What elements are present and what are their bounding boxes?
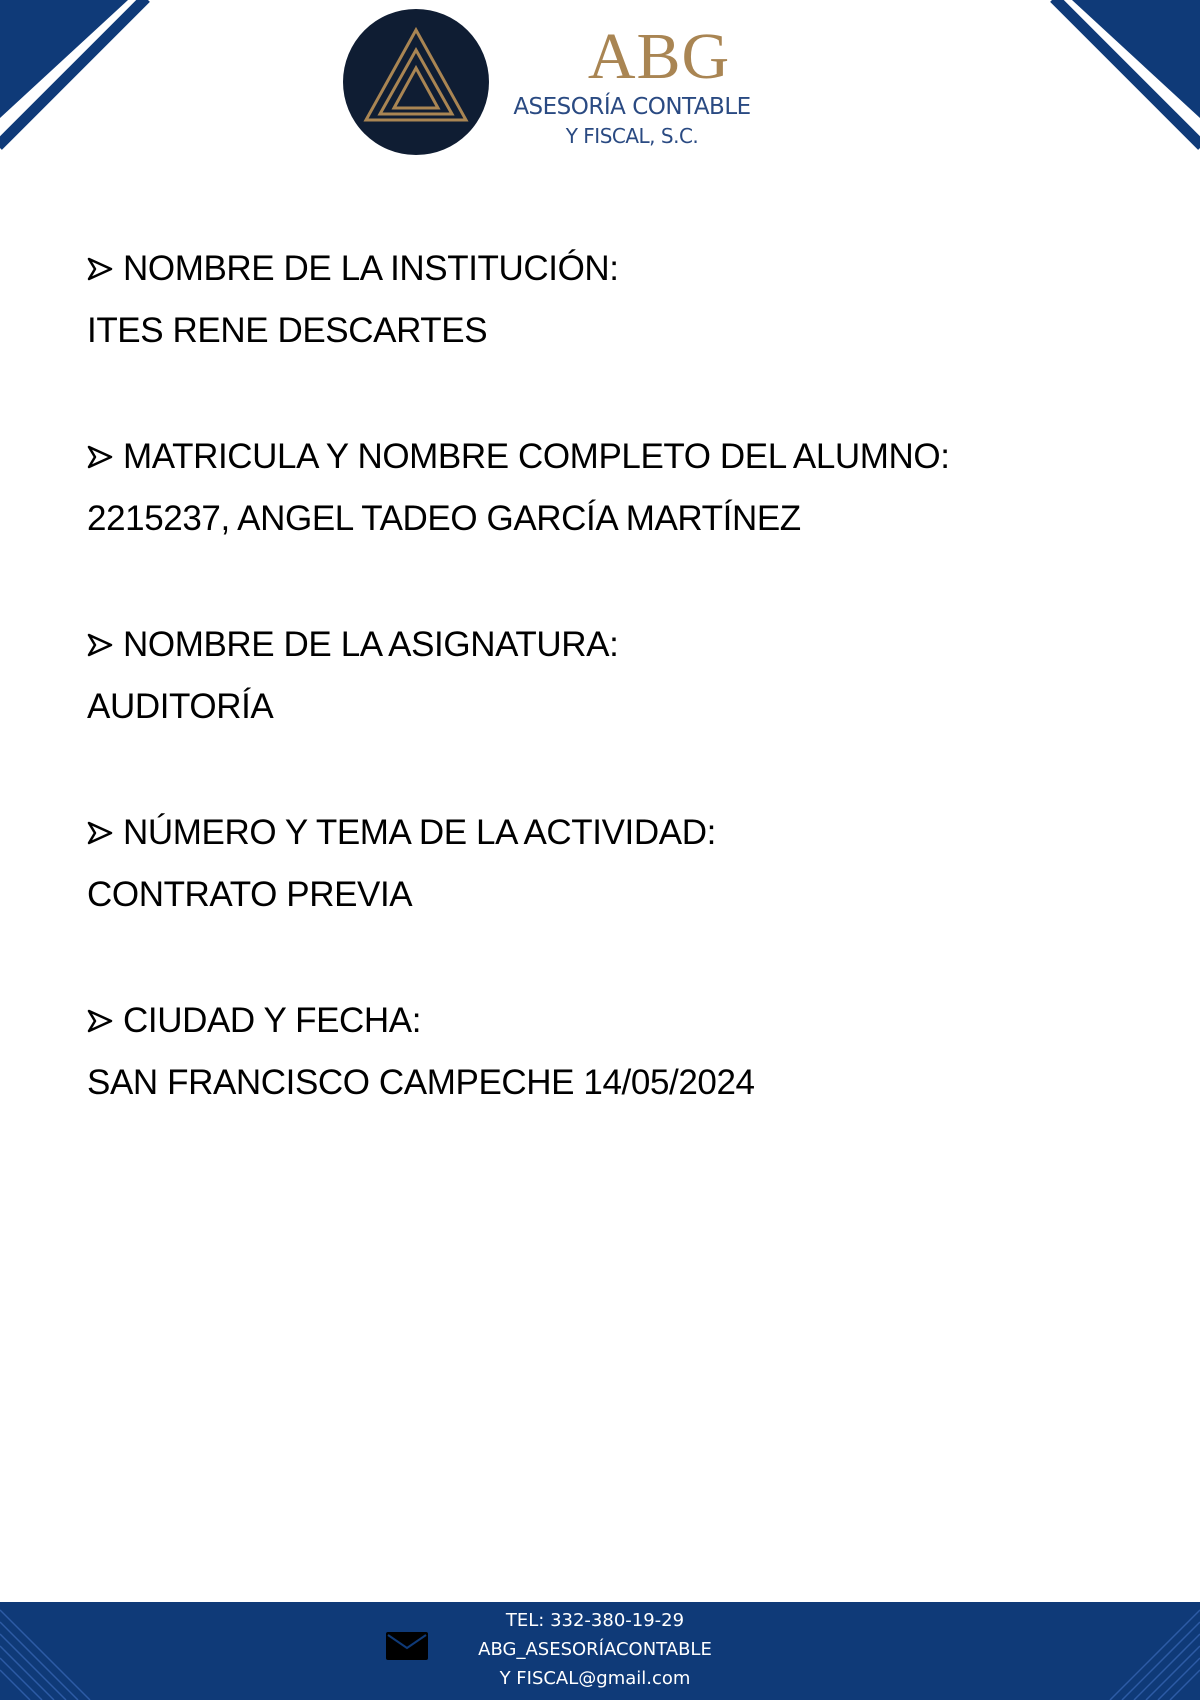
footer-bar	[0, 1602, 1200, 1700]
section-value: SAN FRANCISCO CAMPECHE 14/05/2024	[87, 1063, 755, 1102]
section-activity	[87, 802, 1117, 926]
document-body	[87, 238, 1117, 1178]
logo-tagline-line1: ASESORÍA CONTABLE	[513, 94, 751, 120]
section-heading	[87, 990, 1117, 1052]
section-heading-text: MATRICULA Y NOMBRE COMPLETO DEL ALUMNO:	[123, 437, 950, 476]
top-left-corner-decoration	[0, 0, 160, 160]
section-subject	[87, 614, 1117, 738]
footer-email-line1: ABG_ASESORÍACONTABLE	[478, 1639, 712, 1660]
section-value: ITES RENE DESCARTES	[87, 311, 488, 350]
section-institution	[87, 238, 1117, 362]
logo-brand-text: ABG	[587, 20, 731, 93]
section-heading-text: NOMBRE DE LA ASIGNATURA:	[123, 625, 619, 664]
section-heading	[87, 238, 1117, 300]
top-right-corner-decoration	[1040, 0, 1200, 160]
section-heading-text: NÚMERO Y TEMA DE LA ACTIVIDAD:	[123, 813, 716, 852]
arrow-bullet-icon	[87, 254, 113, 284]
company-logo	[342, 8, 772, 158]
arrow-bullet-icon	[87, 818, 113, 848]
section-student	[87, 426, 1117, 550]
section-heading-text: NOMBRE DE LA INSTITUCIÓN:	[123, 249, 619, 288]
section-heading-text: CIUDAD Y FECHA:	[123, 1001, 422, 1040]
arrow-bullet-icon	[87, 630, 113, 660]
footer-email-line2: Y FISCAL@gmail.com	[499, 1668, 691, 1689]
section-value: AUDITORÍA	[87, 687, 274, 726]
footer-contact	[400, 1606, 790, 1693]
section-heading	[87, 426, 1117, 488]
section-heading	[87, 614, 1117, 676]
section-value: CONTRATO PREVIA	[87, 875, 413, 914]
triangle-logo-icon	[342, 8, 490, 156]
section-city-date	[87, 990, 1117, 1114]
section-value: 2215237, ANGEL TADEO GARCÍA MARTÍNEZ	[87, 499, 801, 538]
arrow-bullet-icon	[87, 1006, 113, 1036]
footer-phone: TEL: 332-380-19-29	[505, 1610, 685, 1631]
section-heading	[87, 802, 1117, 864]
logo-tagline-line2: Y FISCAL, S.C.	[565, 124, 699, 148]
arrow-bullet-icon	[87, 442, 113, 472]
